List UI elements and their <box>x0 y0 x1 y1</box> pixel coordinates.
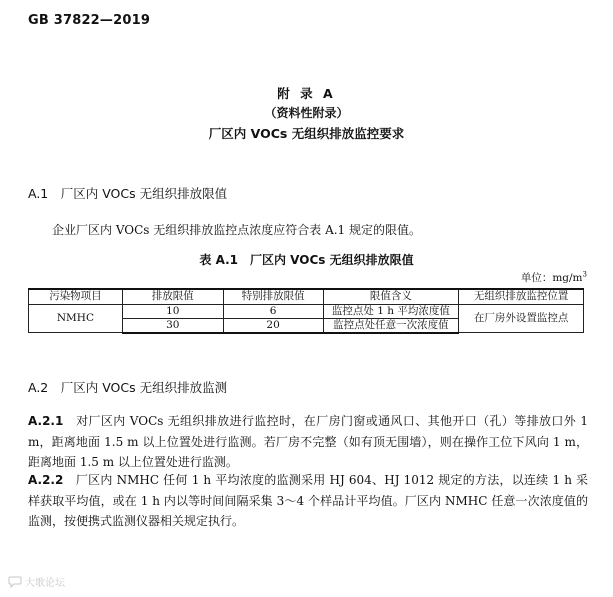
header-cell: 无组织排放监控位置 <box>459 289 584 304</box>
special-limit-cell: 20 <box>223 318 323 333</box>
header-cell: 特别排放限值 <box>223 289 323 304</box>
limit-cell: 10 <box>122 304 223 318</box>
pollutant-cell: NMHC <box>29 304 123 333</box>
limits-table <box>28 288 584 334</box>
table-row <box>29 304 584 318</box>
clause-a21 <box>28 411 588 473</box>
section-a2-heading: A.2 厂区内 VOCs 无组织排放监测 <box>28 380 228 395</box>
clause-text: 厂区内 NMHC 任何 1 h 平均浓度的监测采用 HJ 604、HJ 1012 规定的方法，以连续 1 h 采样获取平均值，或在 1 h 内以等时间间隔采集 3～4 个样品计平均值。厂区内 NMHC 任意一次浓度值的监测，按便携式监测仪器相关规定执行。 <box>28 473 588 528</box>
header-cell: 限值含义 <box>323 289 459 304</box>
header-cell: 排放限值 <box>122 289 223 304</box>
watermark <box>8 574 65 589</box>
table-caption: 表 A.1 厂区内 VOCs 无组织排放限值 <box>199 253 414 267</box>
standard-number: GB 37822—2019 <box>28 13 151 28</box>
annex-type: （资料性附录） <box>264 106 349 120</box>
annex-name: 厂区内 VOCs 无组织排放监控要求 <box>208 126 405 141</box>
clause-number: A.2.1 <box>28 414 64 428</box>
table-unit: 单位：$mg/m^3$ <box>520 270 587 284</box>
special-limit-cell: 6 <box>223 304 323 318</box>
annex-title: 附 录 A <box>277 86 336 101</box>
table-header-row <box>29 289 584 304</box>
meaning-cell: 监控点处 1 h 平均浓度值 <box>323 304 459 318</box>
chat-bubble-icon <box>8 576 22 588</box>
watermark-text: 大歌论坛 <box>25 578 65 589</box>
section-a1-heading: A.1 厂区内 VOCs 无组织排放限值 <box>28 186 228 201</box>
section-a1-paragraph: 企业厂区内 VOCs 无组织排放监控点浓度应符合表 A.1 规定的限值。 <box>52 223 422 237</box>
location-cell: 在厂房外设置监控点 <box>459 304 584 333</box>
header-cell: 污染物项目 <box>29 289 123 304</box>
meaning-cell: 监控点处任意一次浓度值 <box>323 318 459 333</box>
clause-text: 对厂区内 VOCs 无组织排放进行监控时，在厂房门窗或通风口、其他开口（孔）等排放口外 1 m，距离地面 1.5 m 以上位置处进行监测。若厂房不完整（如有顶无围墙），则在操作工位下风向 1 m，距离地面 1.5 m 以上位置处进行监测。 <box>28 414 588 469</box>
clause-number: A.2.2 <box>28 473 64 487</box>
clause-a22 <box>28 470 588 532</box>
limit-cell: 30 <box>122 318 223 333</box>
